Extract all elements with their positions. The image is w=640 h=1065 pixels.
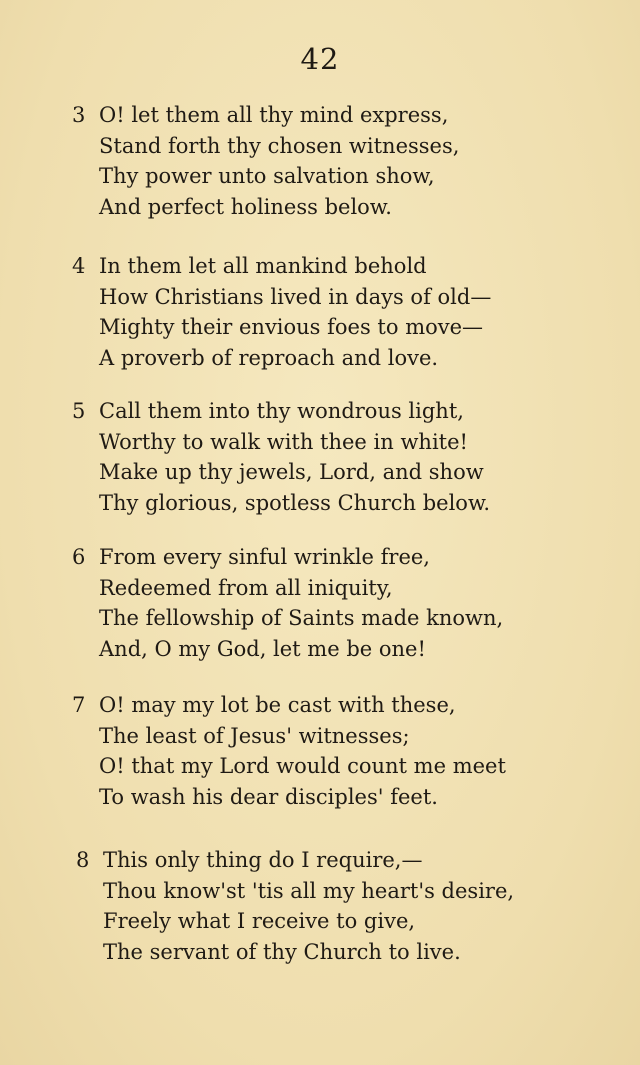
verse-7 (72, 690, 612, 812)
verse-number: 6 (72, 545, 86, 569)
verse-line: Stand forth thy chosen witnesses, (99, 133, 460, 158)
verse-line: Worthy to walk with thee in white! (99, 429, 468, 454)
verse-line: How Christians lived in days of old— (99, 284, 492, 309)
verse-line: O! let them all thy mind express, (99, 103, 449, 127)
verse-line: And perfect holiness below. (99, 194, 392, 219)
verse-6 (72, 542, 612, 664)
verse-line: The fellowship of Saints made known, (99, 606, 504, 630)
verse-number: 4 (72, 254, 86, 278)
verse-number: 8 (76, 848, 90, 872)
verse-3 (72, 100, 612, 222)
verse-line: A proverb of reproach and love. (99, 345, 439, 370)
verse-line: Mighty their envious foes to move— (99, 315, 484, 339)
verse-line: O! that my Lord would count me meet (99, 754, 506, 778)
verse-4 (72, 251, 612, 373)
verse-line: Thy power unto salvation show, (99, 164, 435, 188)
verse-8 (76, 845, 616, 967)
verse-line: Freely what I receive to give, (103, 909, 416, 933)
verse-line: This only thing do I require,— (103, 848, 423, 872)
verse-number: 3 (72, 103, 86, 127)
verse-line: To wash his dear disciples' feet. (99, 784, 438, 809)
verse-line: Call them into thy wondrous light, (99, 399, 464, 423)
verse-number: 5 (72, 399, 86, 423)
verse-line: From every sinful wrinkle free, (99, 545, 430, 569)
verse-line: Make up thy jewels, Lord, and show (99, 460, 484, 484)
verse-line: And, O my God, let me be one! (99, 636, 426, 661)
verse-line: Redeemed from all iniquity, (99, 575, 393, 600)
verse-line: Thou know'st 'tis all my heart's desire, (103, 878, 515, 903)
verse-line: The servant of thy Church to live. (103, 939, 461, 964)
verse-line: Thy glorious, spotless Church below. (99, 490, 491, 515)
page-number: 42 (300, 42, 340, 76)
verse-line: O! may my lot be cast with these, (99, 693, 456, 717)
verse-line: In them let all mankind behold (99, 254, 427, 278)
verse-number: 7 (72, 693, 86, 717)
verse-line: The least of Jesus' witnesses; (99, 723, 410, 748)
verse-5 (72, 396, 612, 518)
